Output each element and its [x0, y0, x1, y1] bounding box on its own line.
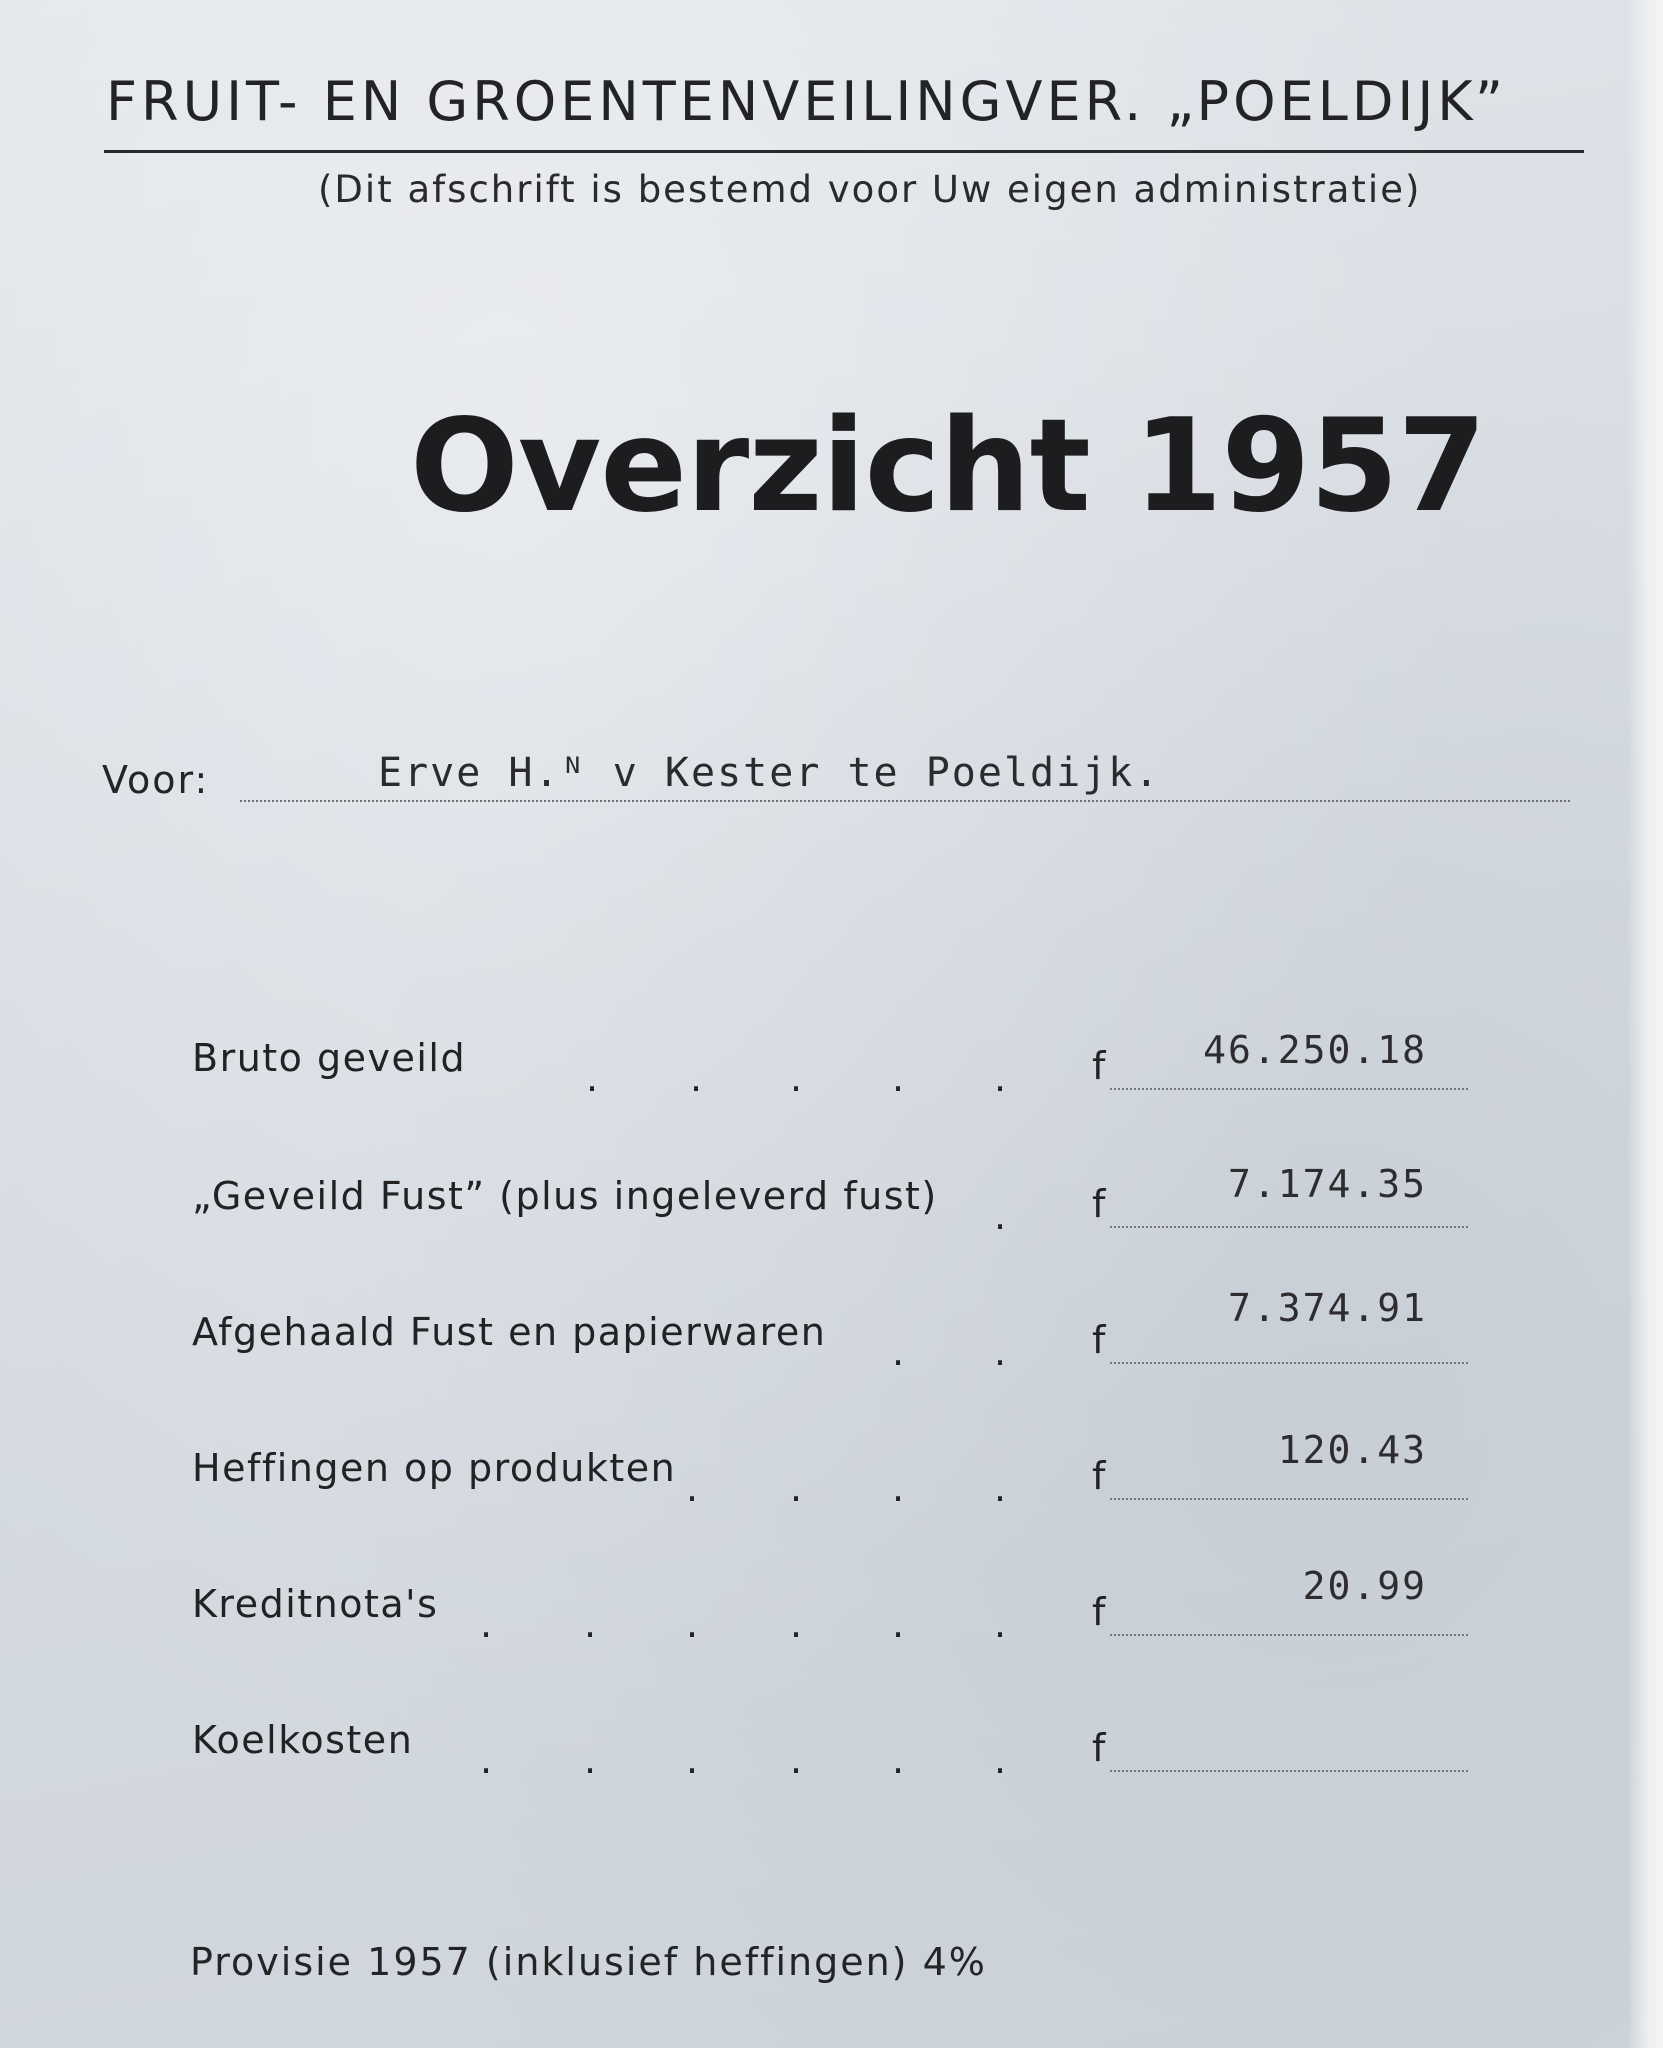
item-label: „Geveild Fust” (plus ingeleverd fust)	[192, 1174, 938, 1218]
header-note: (Dit afschrift is bestemd voor Uw eigen administratie)	[318, 168, 1422, 211]
currency-symbol: f	[1092, 1182, 1106, 1226]
leader-dot: .	[686, 1738, 699, 1782]
currency-symbol: f	[1092, 1044, 1106, 1088]
item-row-geveild-fust	[0, 1162, 1663, 1244]
item-amount: 7.374.91	[1227, 1286, 1427, 1330]
leader-dot: .	[994, 1330, 1007, 1374]
item-label: Heffingen op produkten	[192, 1446, 677, 1490]
leader-dot: .	[686, 1602, 699, 1646]
amount-dotted-line	[1110, 1634, 1468, 1636]
recipient-label: Voor:	[102, 758, 210, 802]
leader-dot: .	[480, 1738, 493, 1782]
leader-dot: .	[892, 1056, 905, 1100]
amount-dotted-line	[1110, 1770, 1468, 1772]
currency-symbol: f	[1092, 1726, 1106, 1770]
item-amount: 7.174.35	[1227, 1162, 1427, 1206]
leader-dot: .	[994, 1194, 1007, 1238]
leader-dot: .	[480, 1602, 493, 1646]
leader-dot: .	[686, 1466, 699, 1510]
currency-symbol: f	[1092, 1318, 1106, 1362]
item-amount: 46.250.18	[1203, 1028, 1427, 1072]
amount-dotted-line	[1110, 1362, 1468, 1364]
recipient-dotted-line	[240, 800, 1570, 802]
leader-dot: .	[994, 1602, 1007, 1646]
currency-symbol: f	[1092, 1590, 1106, 1634]
organization-name: FRUIT- EN GROENTENVEILINGVER. „POELDIJK”	[106, 70, 1507, 133]
leader-dot: .	[892, 1466, 905, 1510]
document-title: Overzicht 1957	[410, 392, 1486, 541]
leader-dot: .	[790, 1466, 803, 1510]
item-label: Koelkosten	[192, 1718, 414, 1762]
item-label: Bruto geveild	[192, 1036, 467, 1080]
leader-dot: .	[690, 1056, 703, 1100]
currency-symbol: f	[1092, 1454, 1106, 1498]
item-row-koelkosten	[0, 1718, 1663, 1788]
leader-dot: .	[892, 1330, 905, 1374]
item-row-afgehaald-fust	[0, 1286, 1663, 1380]
item-label: Kreditnota's	[192, 1582, 439, 1626]
leader-dot: .	[994, 1466, 1007, 1510]
amount-dotted-line	[1110, 1498, 1468, 1500]
leader-dot: .	[994, 1056, 1007, 1100]
leader-dot: .	[892, 1738, 905, 1782]
leader-dot: .	[994, 1738, 1007, 1782]
recipient-value: Erve H.ᴺ v Kester te Poeldijk.	[378, 750, 1161, 796]
item-amount: 20.99	[1302, 1564, 1427, 1608]
leader-dot: .	[584, 1738, 597, 1782]
amount-dotted-line	[1110, 1226, 1468, 1228]
leader-dot: .	[586, 1056, 599, 1100]
leader-dot: .	[790, 1738, 803, 1782]
commission-note: Provisie 1957 (inklusief heffingen) 4%	[190, 1940, 987, 1984]
leader-dot: .	[584, 1602, 597, 1646]
item-row-heffingen	[0, 1428, 1663, 1516]
header-rule	[104, 150, 1584, 153]
item-row-kreditnotas	[0, 1564, 1663, 1652]
item-amount: 120.43	[1277, 1428, 1427, 1472]
amount-dotted-line	[1110, 1088, 1468, 1090]
item-label: Afgehaald Fust en papierwaren	[192, 1310, 827, 1354]
leader-dot: .	[790, 1602, 803, 1646]
leader-dot: .	[790, 1056, 803, 1100]
leader-dot: .	[892, 1602, 905, 1646]
item-row-bruto-geveild	[0, 1028, 1663, 1106]
